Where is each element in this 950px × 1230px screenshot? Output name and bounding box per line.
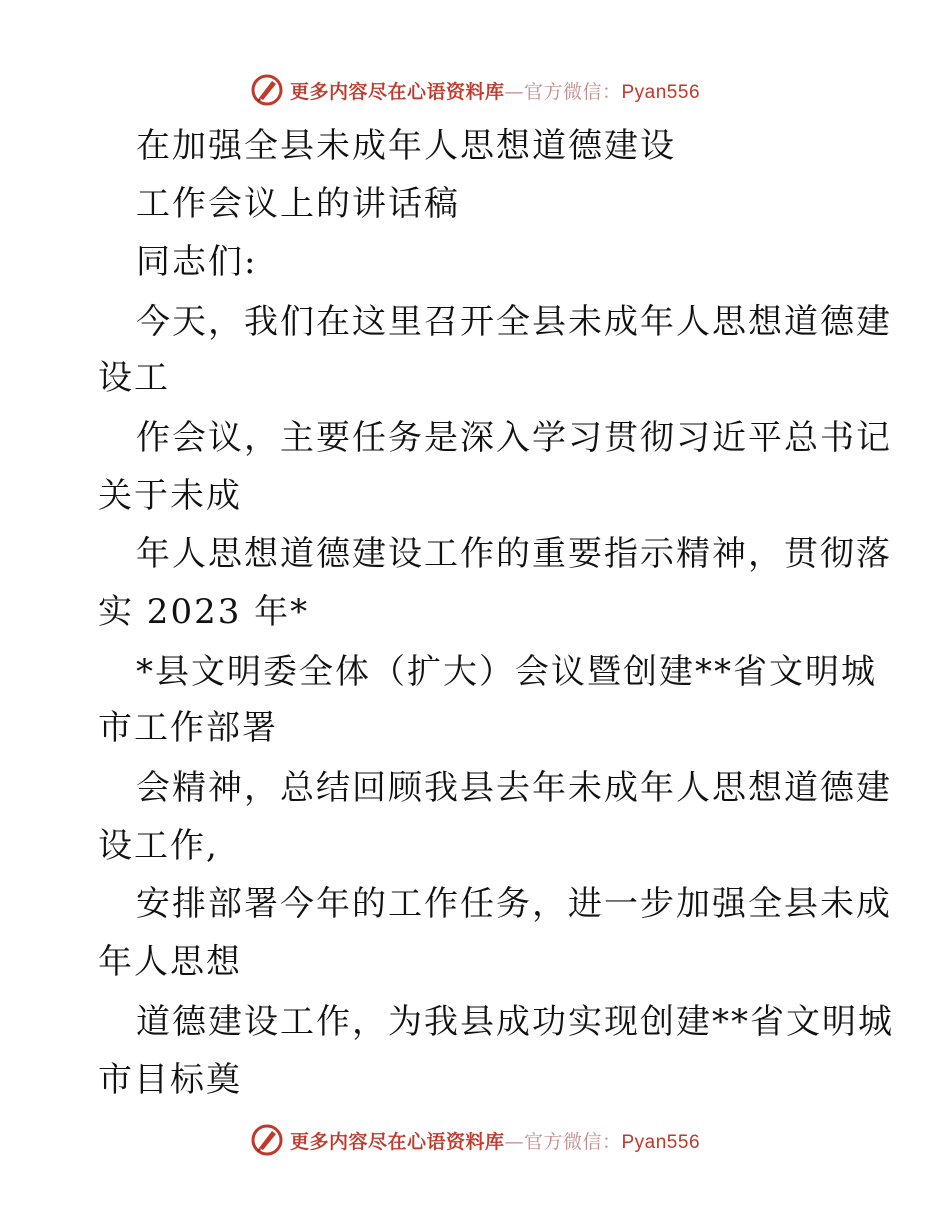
body-line: 安排部署今年的工作任务，进一步加强全县未成 <box>136 884 892 924</box>
watermark-main: 更多内容尽在心语资料库 <box>289 80 505 103</box>
body-line: 设工作, <box>98 826 219 866</box>
body-line: 设工 <box>98 358 170 398</box>
watermark-group <box>250 1123 700 1157</box>
watermark-text <box>290 1127 700 1154</box>
body-line: 市工作部署 <box>98 708 278 748</box>
watermark-id: Pyan556 <box>621 1131 701 1153</box>
title-line-2: 工作会议上的讲话稿 <box>136 184 460 224</box>
body-line: 年人思想 <box>98 942 242 982</box>
header-watermark <box>0 70 950 110</box>
pen-logo-icon <box>250 73 284 107</box>
body-line: 年人思想道德建设工作的重要指示精神，贯彻落 <box>136 534 892 574</box>
body-line: 作会议，主要任务是深入学习贯彻习近平总书记 <box>136 418 892 458</box>
body-line: 市目标奠 <box>98 1060 242 1100</box>
salutation: 同志们: <box>136 242 258 282</box>
body-line: 实 2023 年* <box>98 592 310 632</box>
body-line: 今天，我们在这里召开全县未成年人思想道德建 <box>136 302 892 342</box>
body-line: *县文明委全体（扩大）会议暨创建**省文明城 <box>136 652 877 692</box>
pen-logo-icon <box>250 1123 284 1157</box>
body-line: 会精神，总结回顾我县去年未成年人思想道德建 <box>136 768 892 808</box>
footer-watermark <box>0 1120 950 1160</box>
watermark-separator: —官方微信： <box>504 1130 622 1153</box>
watermark-separator: —官方微信： <box>504 80 622 103</box>
body-line: 道德建设工作，为我县成功实现创建**省文明城 <box>136 1002 894 1042</box>
watermark-main: 更多内容尽在心语资料库 <box>289 1130 505 1153</box>
watermark-text <box>290 77 700 104</box>
watermark-group <box>250 73 700 107</box>
watermark-id: Pyan556 <box>621 81 701 103</box>
title-line-1: 在加强全县未成年人思想道德建设 <box>136 126 676 166</box>
body-line: 关于未成 <box>98 476 242 516</box>
